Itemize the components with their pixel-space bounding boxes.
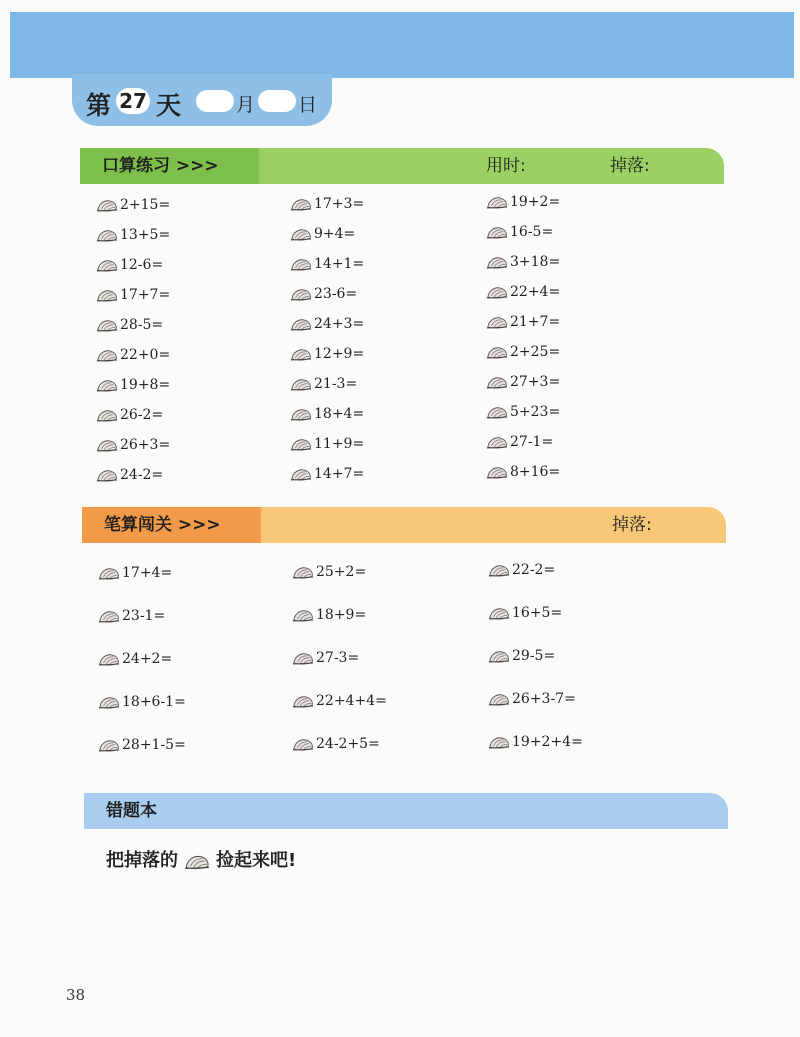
problem-text: 22+4+4= <box>316 693 387 709</box>
problem-text: 28-5= <box>120 317 164 333</box>
day-header <box>72 74 332 126</box>
shell-icon <box>290 377 312 392</box>
problem-item <box>290 436 364 452</box>
problem-text: 14+7= <box>314 466 365 482</box>
shell-icon <box>486 315 508 330</box>
problem-text: 25+2= <box>316 564 367 580</box>
problem-text: 19+8= <box>120 377 171 393</box>
shell-icon <box>96 438 118 453</box>
shell-icon <box>486 435 508 450</box>
error-notebook-title: 错题本 <box>106 801 157 821</box>
problem-text: 9+4= <box>314 226 356 242</box>
date-blank[interactable] <box>258 90 296 112</box>
problem-item <box>96 287 170 303</box>
day-suffix: 天 <box>156 91 182 120</box>
problem-text: 19+2+4= <box>512 734 583 750</box>
written-calc-bar <box>82 507 726 543</box>
oral-drop-label: 掉落: <box>610 156 650 176</box>
shell-icon <box>96 228 118 243</box>
problem-item <box>486 464 560 480</box>
problem-item <box>98 565 172 581</box>
problem-text: 8+16= <box>510 464 561 480</box>
shell-icon <box>292 565 314 580</box>
shell-icon <box>96 318 118 333</box>
shell-icon <box>98 566 120 581</box>
problem-text: 23-1= <box>122 608 166 624</box>
problem-text: 16+5= <box>512 605 563 621</box>
problem-text: 24-2+5= <box>316 736 380 752</box>
problem-item <box>292 650 359 666</box>
problem-text: 26-2= <box>120 407 164 423</box>
problem-item <box>292 693 387 709</box>
problem-item <box>292 736 380 752</box>
shell-icon <box>486 225 508 240</box>
shell-icon <box>290 287 312 302</box>
shell-icon <box>96 198 118 213</box>
problem-item <box>486 434 553 450</box>
problem-item <box>486 404 560 420</box>
day-prefix: 第 <box>86 91 112 120</box>
shell-icon <box>290 407 312 422</box>
problem-item <box>290 316 364 332</box>
shell-icon <box>486 465 508 480</box>
problem-item <box>98 608 165 624</box>
problem-text: 28+1-5= <box>122 737 186 753</box>
shell-icon <box>98 652 120 667</box>
problem-text: 18+4= <box>314 406 365 422</box>
problem-text: 3+18= <box>510 254 561 270</box>
problem-text: 22+0= <box>120 347 171 363</box>
problem-text: 24+3= <box>314 316 365 332</box>
problem-item <box>96 257 163 273</box>
problem-text: 26+3-7= <box>512 691 576 707</box>
shell-icon <box>98 738 120 753</box>
shell-icon <box>486 405 508 420</box>
problem-item <box>96 347 170 363</box>
date-label: 日 <box>298 94 318 116</box>
problem-text: 23-6= <box>314 286 358 302</box>
problem-text: 22+4= <box>510 284 561 300</box>
error-text-after: 捡起来吧! <box>216 850 297 871</box>
day-number: 27 <box>116 88 150 114</box>
problem-text: 17+7= <box>120 287 171 303</box>
oral-practice-bar <box>80 148 724 184</box>
problem-text: 18+6-1= <box>122 694 186 710</box>
shell-icon <box>96 348 118 363</box>
problem-text: 12+9= <box>314 346 365 362</box>
problem-item <box>98 694 186 710</box>
problem-item <box>290 196 364 212</box>
problem-text: 5+23= <box>510 404 561 420</box>
month-blank[interactable] <box>196 90 234 112</box>
problem-item <box>290 466 364 482</box>
shell-icon <box>292 694 314 709</box>
shell-icon <box>96 288 118 303</box>
problem-text: 22-2= <box>512 562 556 578</box>
problem-text: 14+1= <box>314 256 365 272</box>
problem-item <box>292 607 366 623</box>
problem-item <box>486 194 560 210</box>
problem-text: 24+2= <box>122 651 173 667</box>
problem-item <box>290 406 364 422</box>
problem-item <box>486 254 560 270</box>
error-instruction <box>106 846 296 872</box>
problem-item <box>486 224 553 240</box>
problem-item <box>290 256 364 272</box>
shell-icon <box>96 468 118 483</box>
shell-icon <box>290 347 312 362</box>
problem-item <box>98 737 186 753</box>
time-label: 用时: <box>486 156 526 176</box>
shell-icon <box>486 285 508 300</box>
problem-text: 27+3= <box>510 374 561 390</box>
oral-practice-title: 口算练习 >>> <box>102 156 219 176</box>
top-banner <box>10 12 794 78</box>
problem-item <box>486 344 560 360</box>
shell-icon <box>290 437 312 452</box>
shell-icon <box>488 563 510 578</box>
problem-item <box>488 605 562 621</box>
problem-text: 17+3= <box>314 196 365 212</box>
written-drop-label: 掉落: <box>612 515 652 535</box>
problem-text: 12-6= <box>120 257 164 273</box>
shell-icon <box>98 609 120 624</box>
problem-item <box>96 467 163 483</box>
shell-icon <box>486 195 508 210</box>
page-number: 38 <box>66 986 86 1004</box>
shell-icon <box>486 345 508 360</box>
shell-icon <box>486 375 508 390</box>
shell-icon <box>290 257 312 272</box>
problem-item <box>96 407 163 423</box>
shell-icon <box>96 378 118 393</box>
shell-icon <box>292 737 314 752</box>
problem-item <box>486 314 560 330</box>
problem-text: 2+15= <box>120 197 171 213</box>
problem-item <box>98 651 172 667</box>
problem-item <box>292 564 366 580</box>
shell-icon <box>98 695 120 710</box>
month-label: 月 <box>236 94 256 116</box>
problem-text: 26+3= <box>120 437 171 453</box>
problem-item <box>290 376 357 392</box>
problem-text: 13+5= <box>120 227 171 243</box>
shell-icon <box>486 255 508 270</box>
problem-text: 17+4= <box>122 565 173 581</box>
shell-icon <box>290 197 312 212</box>
problem-item <box>96 437 170 453</box>
problem-item <box>96 227 170 243</box>
shell-icon <box>488 692 510 707</box>
problem-text: 27-1= <box>510 434 554 450</box>
shell-icon <box>292 608 314 623</box>
problem-text: 29-5= <box>512 648 556 664</box>
shell-icon <box>290 227 312 242</box>
problem-item <box>488 562 555 578</box>
problem-text: 21+7= <box>510 314 561 330</box>
problem-text: 19+2= <box>510 194 561 210</box>
problem-text: 18+9= <box>316 607 367 623</box>
shell-icon <box>488 606 510 621</box>
shell-icon <box>96 408 118 423</box>
problem-item <box>96 377 170 393</box>
problem-item <box>290 226 355 242</box>
shell-icon <box>290 317 312 332</box>
shell-icon <box>292 651 314 666</box>
error-notebook-bar <box>84 793 728 829</box>
problem-item <box>488 691 576 707</box>
error-text-before: 把掉落的 <box>106 850 178 871</box>
problem-item <box>290 286 357 302</box>
problem-text: 21-3= <box>314 376 358 392</box>
problem-item <box>488 648 555 664</box>
shell-icon <box>184 853 210 871</box>
written-calc-title: 笔算闯关 >>> <box>104 515 221 535</box>
problem-item <box>290 346 364 362</box>
problem-text: 16-5= <box>510 224 554 240</box>
problem-item <box>486 284 560 300</box>
shell-icon <box>488 735 510 750</box>
shell-icon <box>290 467 312 482</box>
problem-text: 24-2= <box>120 467 164 483</box>
problem-item <box>488 734 583 750</box>
problem-text: 2+25= <box>510 344 561 360</box>
problem-item <box>96 317 163 333</box>
problem-item <box>486 374 560 390</box>
problem-text: 27-3= <box>316 650 360 666</box>
problem-text: 11+9= <box>314 436 365 452</box>
shell-icon <box>96 258 118 273</box>
problem-item <box>96 197 170 213</box>
shell-icon <box>488 649 510 664</box>
